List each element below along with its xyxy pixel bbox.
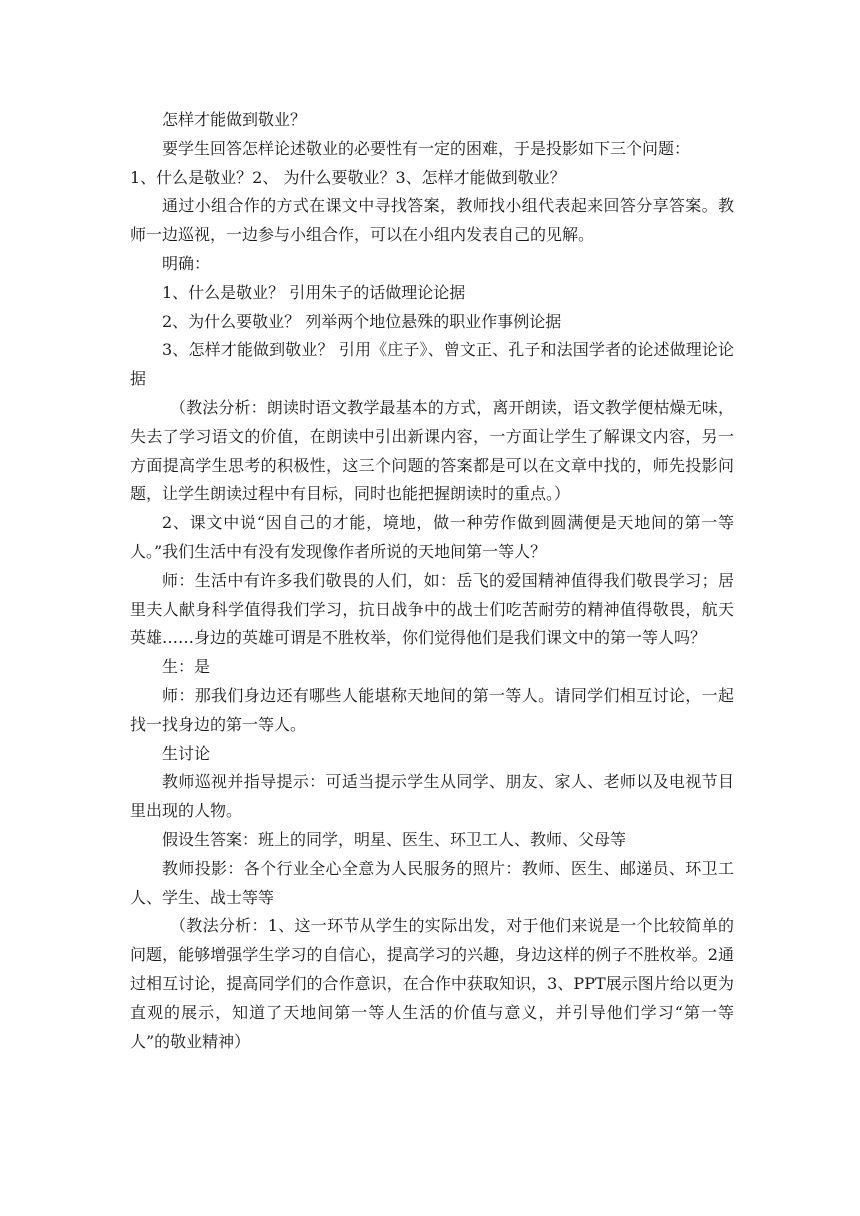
paragraph-analysis-2: （教法分析：1、这一环节从学生的实际出发，对于他们来说是一个比较简单的问题，能够增强学生学习的自信心，提高学习的兴趣，身边这样的例子不胜枚举。2通过相互讨论，提高同学们的合作意识，在合作中获取知识，3、PPT展示图片给以更为直观的展示，知道了天地间第一等人生活的价值与意义，并引导他们学习“第一等人”的敬业精神） xyxy=(130,916,734,1051)
paragraph-sample-answer: 假设生答案：班上的同学，明星、医生、环卫工人、教师、父母等 xyxy=(162,829,627,849)
paragraph-teacher-1: 师：生活中有许多我们敬畏的人们，如：岳飞的爱国精神值得我们敬畏学习；居里夫人献身科学值得我们学习，抗日战争中的战士们吃苦耐劳的精神值得敬畏，航天英雄……身边的英雄可谓是不胜枚举，你们觉得他们是我们课文中的第一等人吗？ xyxy=(130,570,734,648)
paragraph-first-class-question: 2、课文中说“因自己的才能，境地，做一种劳作做到圆满便是天地间的第一等人。”我们生活中有没有发现像作者所说的天地间第一等人？ xyxy=(130,513,734,561)
paragraph-analysis-1: （教法分析：朗读时语文教学最基本的方式，离开朗读，语文教学便枯燥无味，失去了学习语文的价值，在朗读中引出新课内容，一方面让学生了解课文内容，另一方面提高学生思考的积极性，这三个问题的答案都是可以在文章中找的，师先投影问题，让学生朗读过程中有目标，同时也能把握朗读时的重点。） xyxy=(130,397,734,504)
paragraph-group-work: 通过小组合作的方式在课文中寻找答案，教师找小组代表起来回答分享答案。教师一边巡视，一边参与小组合作，可以在小组内发表自己的见解。 xyxy=(130,196,734,245)
paragraph-answer-3: 3、怎样才能做到敬业？ 引用《庄子》、曾文正、孔子和法国学者的论述做理论论据 xyxy=(130,340,734,389)
paragraph-clarify: 明确： xyxy=(162,253,211,273)
paragraph-intro: 要学生回答怎样论述敬业的必要性有一定的困难，于是投影如下三个问题： xyxy=(162,138,691,158)
paragraph-answer-2: 2、为什么要敬业？ 列举两个地位悬殊的职业作事例论据 xyxy=(162,311,562,331)
paragraph-student-discuss: 生讨论 xyxy=(162,743,211,763)
paragraph-question-heading: 怎样才能做到敬业？ xyxy=(162,110,307,129)
paragraph-teacher-projection: 教师投影：各个行业全心全意为人民服务的照片：教师、医生、邮递员、环卫工人、学生、战士等等 xyxy=(130,858,734,907)
paragraph-three-questions: 1、什么是敬业？2、 为什么要敬业？3、怎样才能做到敬业？ xyxy=(130,167,566,187)
paragraph-teacher-guidance: 教师巡视并指导提示：可适当提示学生从同学、朋友、家人、老师以及电视节目里出现的人物。 xyxy=(130,772,734,821)
paragraph-teacher-2: 师：那我们身边还有哪些人能堪称天地间的第一等人。请同学们相互讨论，一起找一找身边的第一等人。 xyxy=(130,685,734,734)
paragraph-answer-1: 1、什么是敬业？ 引用朱子的话做理论论据 xyxy=(162,282,466,302)
document-body xyxy=(130,106,734,1056)
paragraph-student-1: 生：是 xyxy=(162,657,211,677)
